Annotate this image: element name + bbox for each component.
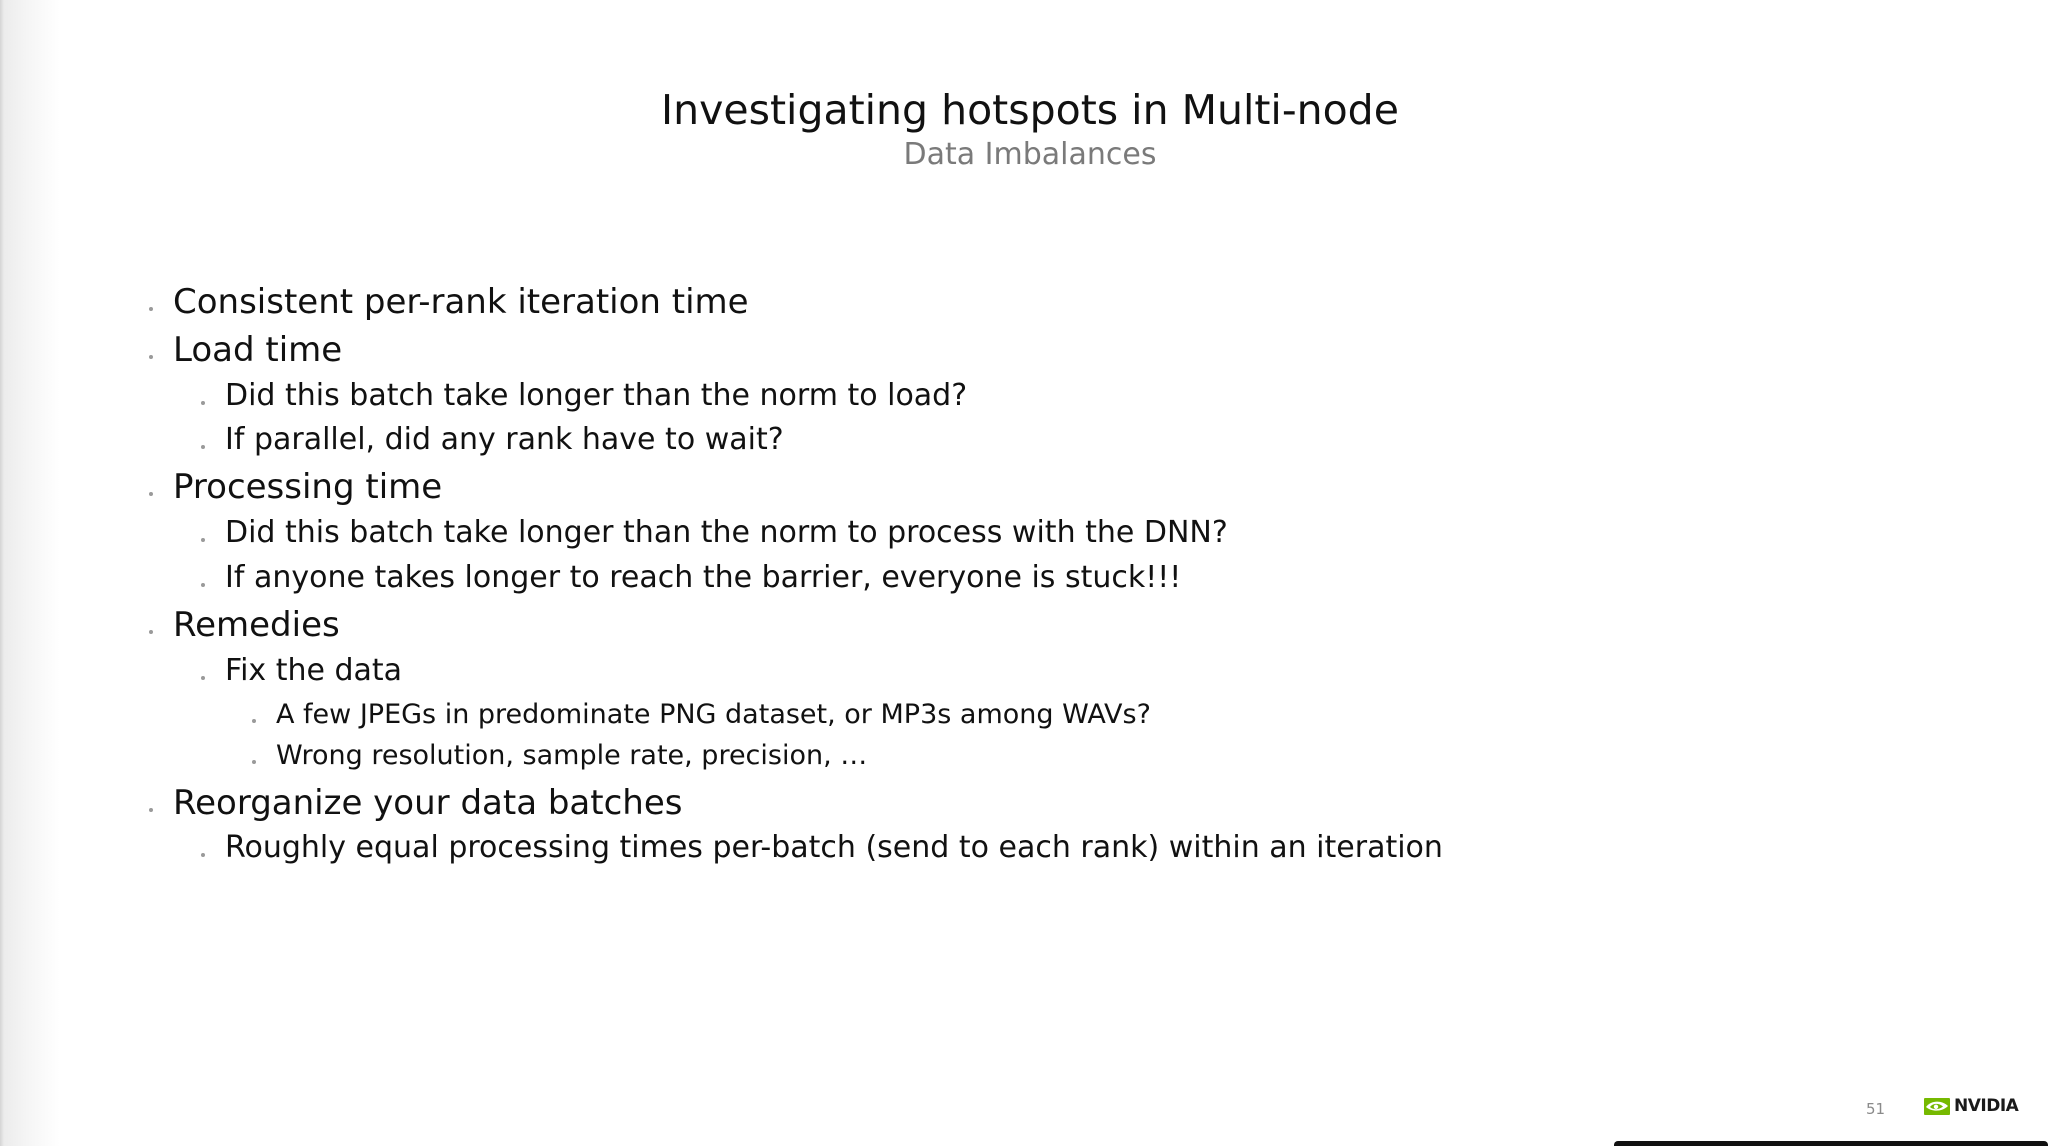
slide-title: Investigating hotspots in Multi-node: [661, 86, 1399, 134]
bullet-marker: [252, 719, 256, 723]
bullet-item-level-1: Fix the data: [225, 653, 403, 688]
bullet-marker: [201, 445, 205, 449]
bottom-edge-bar: [1614, 1141, 2048, 1146]
bullet-marker: [201, 401, 205, 405]
bullet-marker: [201, 676, 205, 680]
bullet-item-level-0: Consistent per-rank iteration time: [173, 282, 749, 322]
bullet-item-level-0: Processing time: [173, 467, 443, 507]
bullet-item-level-1: Did this batch take longer than the norm to load?: [225, 378, 968, 413]
logo-text: NVIDIA: [1954, 1096, 2019, 1116]
bullet-item-level-1: If parallel, did any rank have to wait?: [225, 422, 784, 457]
nvidia-logo: [1924, 1096, 2018, 1116]
bullet-marker: [149, 808, 153, 812]
page-number: 51: [1866, 1100, 1886, 1118]
bullet-item-level-1: Roughly equal processing times per-batch (send to each rank) within an iteration: [225, 830, 1443, 865]
bullet-marker: [252, 760, 256, 764]
bullet-marker: [201, 583, 205, 587]
bullet-marker: [201, 538, 205, 542]
bullet-marker: [149, 492, 153, 496]
bullet-item-level-0: Remedies: [173, 605, 340, 645]
bullet-item-level-0: Load time: [173, 330, 343, 370]
bullet-marker: [201, 853, 205, 857]
bullet-item-level-1: If anyone takes longer to reach the barrier, everyone is stuck!!!: [225, 560, 1182, 595]
bullet-item-level-0: Reorganize your data batches: [173, 783, 683, 823]
bullet-item-level-1: Did this batch take longer than the norm to process with the DNN?: [225, 515, 1228, 550]
bullet-marker: [149, 355, 153, 359]
bullet-marker: [149, 307, 153, 311]
bullet-item-level-2: A few JPEGs in predominate PNG dataset, or MP3s among WAVs?: [276, 699, 1151, 730]
bullet-item-level-2: Wrong resolution, sample rate, precision, …: [276, 740, 868, 771]
nvidia-eye-icon: [1924, 1098, 1950, 1115]
slide-subtitle: Data Imbalances: [903, 137, 1157, 172]
bullet-marker: [149, 630, 153, 634]
